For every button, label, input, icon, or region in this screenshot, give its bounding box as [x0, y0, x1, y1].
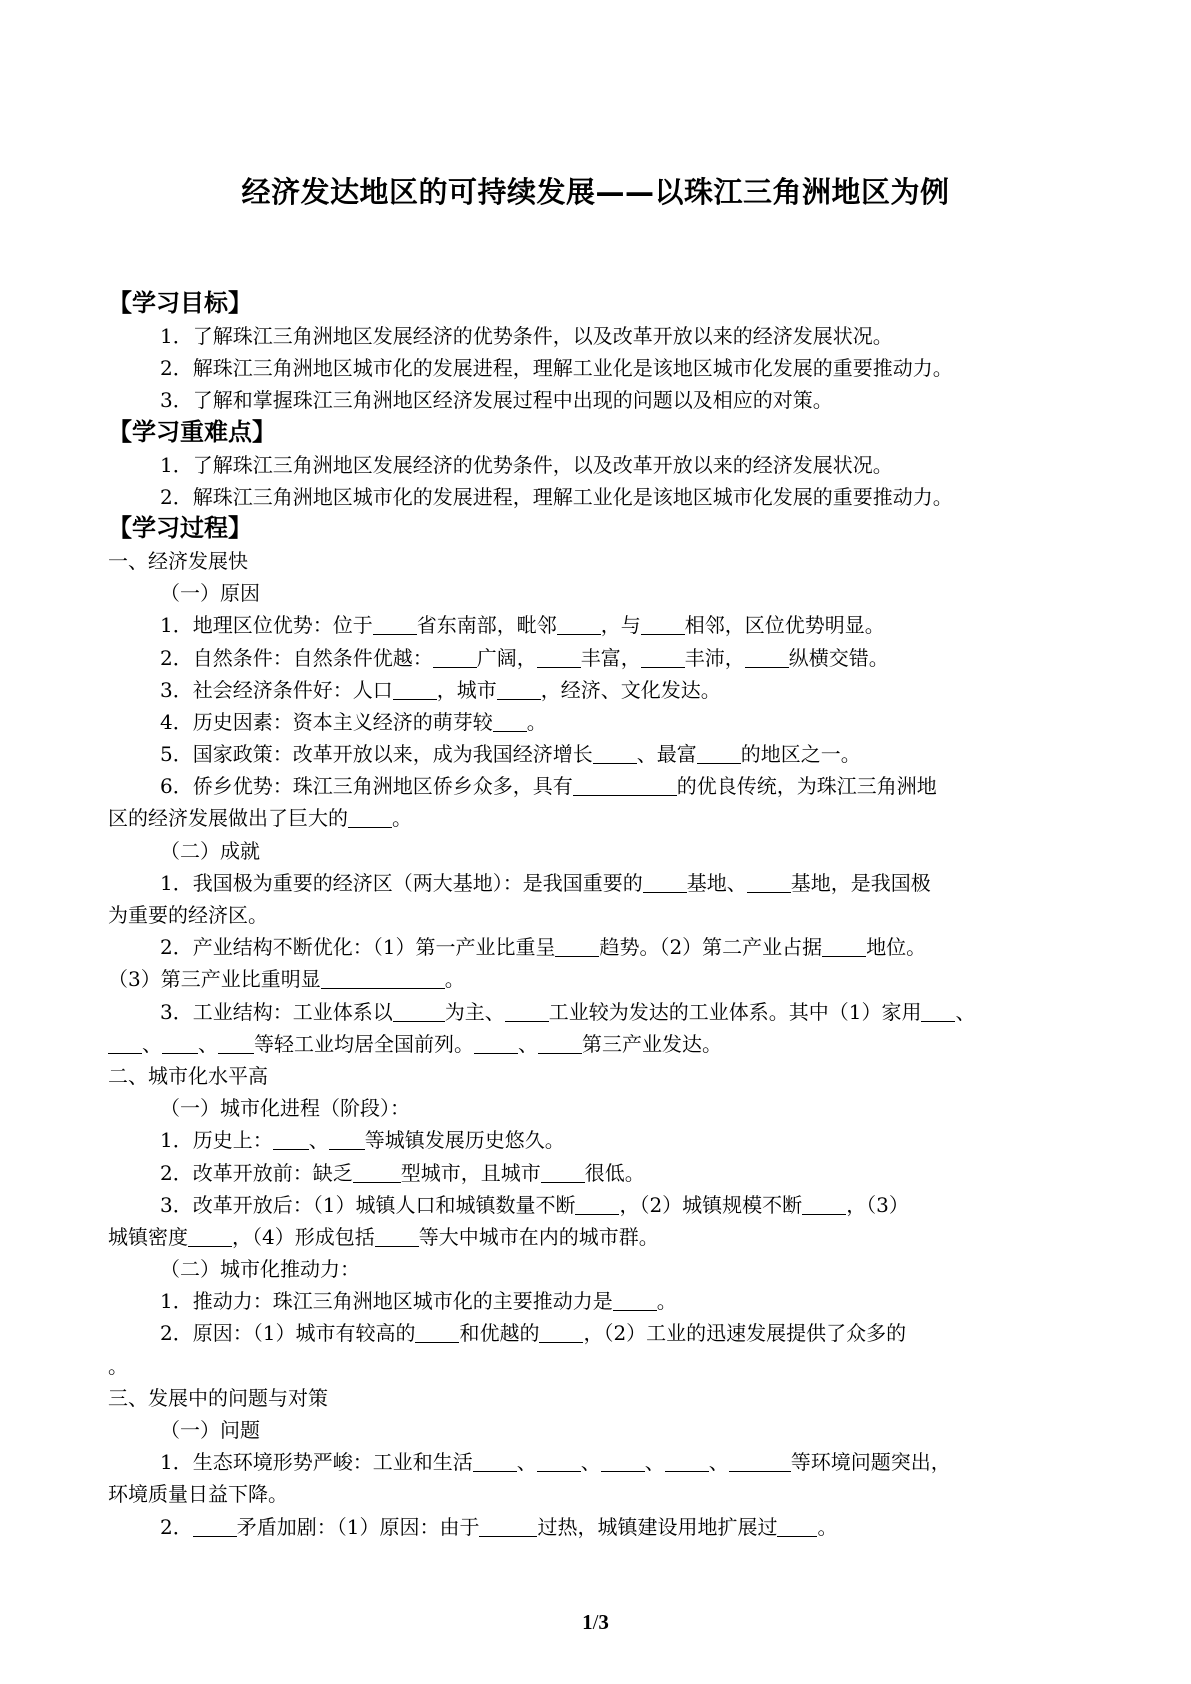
answer-blank[interactable] [497, 677, 541, 700]
answer-blank[interactable] [538, 1031, 582, 1054]
fill-line: 2．产业结构不断优化：（1）第一产业比重呈 趋势。（2）第二产业占据 地位。 [160, 935, 927, 960]
text-line: 为重要的经济区。 [108, 903, 268, 927]
fill-line: 3．工业结构：工业体系以 为主、 工业较为发达的工业体系。其中（1）家用 、 [160, 999, 976, 1024]
fill-line: 6．侨乡优势：珠江三角洲地区侨乡众多，具有 的优良传统，为珠江三角洲地 [160, 774, 937, 799]
heading-learning-process: 【学习过程】 [108, 513, 252, 542]
answer-blank[interactable] [493, 709, 527, 732]
answer-blank[interactable] [539, 1320, 583, 1343]
text-line: 环境质量日益下降。 [108, 1482, 288, 1507]
answer-blank[interactable] [505, 999, 549, 1022]
heading-learning-goals: 【学习目标】 [108, 289, 252, 317]
answer-blank[interactable] [537, 1449, 581, 1472]
answer-blank[interactable] [348, 805, 392, 828]
fill-line: 、 、 等轻工业均居全国前列。 、 第三产业发达。 [108, 1028, 1098, 1060]
answer-blank[interactable] [777, 1514, 817, 1537]
page-number [0, 1610, 1191, 1635]
subsection-title: （一）原因 [160, 581, 260, 606]
document-body [108, 288, 1098, 1543]
answer-blank[interactable] [373, 612, 417, 635]
answer-blank[interactable] [729, 1449, 791, 1472]
answer-blank[interactable] [393, 999, 445, 1022]
fill-line: 4．历史因素：资本主义经济的萌芽较 。 [160, 709, 547, 734]
answer-blank[interactable] [473, 1449, 517, 1472]
answer-blank[interactable] [188, 1224, 232, 1247]
fill-line: 城镇密度 ，（4）形成包括 等大中城市在内的城市群。 [108, 1224, 659, 1249]
answer-blank[interactable] [921, 999, 955, 1022]
answer-blank[interactable] [108, 1031, 142, 1054]
section-title: 三、发展中的问题与对策 [108, 1385, 328, 1410]
answer-blank[interactable] [555, 934, 599, 957]
answer-blank[interactable] [329, 1127, 365, 1150]
total-pages: 3 [598, 1610, 609, 1634]
fill-line: 2．自然条件：自然条件优越： 广阔， 丰富， 丰沛， 纵横交错。 [160, 645, 889, 670]
fill-line: 2． 矛盾加剧：（1）原因：由于 过热，城镇建设用地扩展过 。 [160, 1514, 838, 1539]
answer-blank[interactable] [573, 773, 677, 796]
answer-blank[interactable] [557, 612, 601, 635]
answer-blank[interactable] [745, 645, 789, 668]
answer-blank[interactable] [474, 1031, 518, 1054]
answer-blank[interactable] [601, 1449, 645, 1472]
keypoint-item: 2．解珠江三角洲地区城市化的发展进程，理解工业化是该地区城市化发展的重要推动力。 [160, 484, 953, 509]
subsection-title: （一）城市化进程（阶段）： [160, 1096, 410, 1121]
answer-blank[interactable] [537, 645, 581, 668]
fill-line: 1．历史上： 、 等城镇发展历史悠久。 [160, 1128, 565, 1153]
answer-blank[interactable] [822, 934, 866, 957]
document-title: 经济发达地区的可持续发展——以珠江三角洲地区为例 [241, 175, 950, 209]
answer-blank[interactable] [575, 1192, 619, 1215]
fill-line: 3．社会经济条件好：人口 ，城市 ，经济、文化发达。 [160, 677, 721, 702]
fill-line: 3．改革开放后：（1）城镇人口和城镇数量不断 ，（2）城镇规模不断 ，（3） [160, 1192, 909, 1217]
answer-blank[interactable] [353, 1160, 401, 1183]
section-title: 一、经济发展快 [108, 548, 248, 573]
answer-blank[interactable] [643, 870, 687, 893]
goal-item: 3．了解和掌握珠江三角洲地区经济发展过程中出现的问题以及相应的对策。 [160, 388, 833, 413]
subsection-title: （一）问题 [160, 1418, 260, 1442]
answer-blank[interactable] [218, 1031, 254, 1054]
fill-line: 2．原因：（1）城市有较高的 和优越的 ，（2）工业的迅速发展提供了众多的 [160, 1321, 907, 1346]
subsection-title: （二）成就 [160, 838, 260, 863]
goal-item: 1．了解珠江三角洲地区发展经济的优势条件，以及改革开放以来的经济发展状况。 [160, 324, 893, 348]
subsection-title: （二）城市化推动力： [160, 1257, 360, 1282]
fill-line: 1．生态环境形势严峻：工业和生活 、 、 、 、 等环境问题突出， [160, 1450, 951, 1475]
answer-blank[interactable] [802, 1192, 846, 1215]
answer-blank[interactable] [273, 1127, 309, 1150]
goal-item: 2．解珠江三角洲地区城市化的发展进程，理解工业化是该地区城市化发展的重要推动力。 [160, 356, 953, 381]
answer-blank[interactable] [641, 645, 685, 668]
answer-blank[interactable] [593, 741, 637, 764]
heading-key-points: 【学习重难点】 [108, 417, 276, 446]
answer-blank[interactable] [193, 1514, 237, 1537]
answer-blank[interactable] [665, 1449, 709, 1472]
answer-blank[interactable] [479, 1514, 537, 1537]
answer-blank[interactable] [415, 1320, 459, 1343]
text-line: 。 [108, 1353, 128, 1378]
answer-blank[interactable] [747, 870, 791, 893]
answer-blank[interactable] [321, 966, 445, 989]
answer-blank[interactable] [375, 1224, 419, 1247]
fill-line: 1．推动力：珠江三角洲地区城市化的主要推动力是 。 [160, 1289, 677, 1314]
section-title: 二、城市化水平高 [108, 1063, 268, 1088]
fill-line: 5．国家政策：改革开放以来，成为我国经济增长 、最富 的地区之一。 [160, 742, 861, 767]
fill-line: 1．我国极为重要的经济区（两大基地）：是我国重要的 基地、 基地，是我国极 [160, 870, 931, 895]
answer-blank[interactable] [162, 1031, 198, 1054]
fill-line: 1．地理区位优势：位于 省东南部，毗邻 ，与 相邻，区位优势明显。 [160, 613, 885, 638]
fill-line: （3）第三产业比重明显 。 [108, 967, 465, 992]
answer-blank[interactable] [433, 645, 477, 668]
answer-blank[interactable] [613, 1288, 657, 1311]
answer-blank[interactable] [697, 741, 741, 764]
fill-line: 2．改革开放前：缺乏 型城市，且城市 很低。 [160, 1160, 645, 1185]
current-page: 1 [582, 1610, 593, 1634]
answer-blank[interactable] [641, 612, 685, 635]
fill-line: 区的经济发展做出了巨大的 。 [108, 806, 412, 831]
answer-blank[interactable] [393, 677, 437, 700]
page-separator: / [592, 1610, 599, 1634]
keypoint-item: 1．了解珠江三角洲地区发展经济的优势条件，以及改革开放以来的经济发展状况。 [160, 452, 893, 477]
answer-blank[interactable] [541, 1160, 585, 1183]
